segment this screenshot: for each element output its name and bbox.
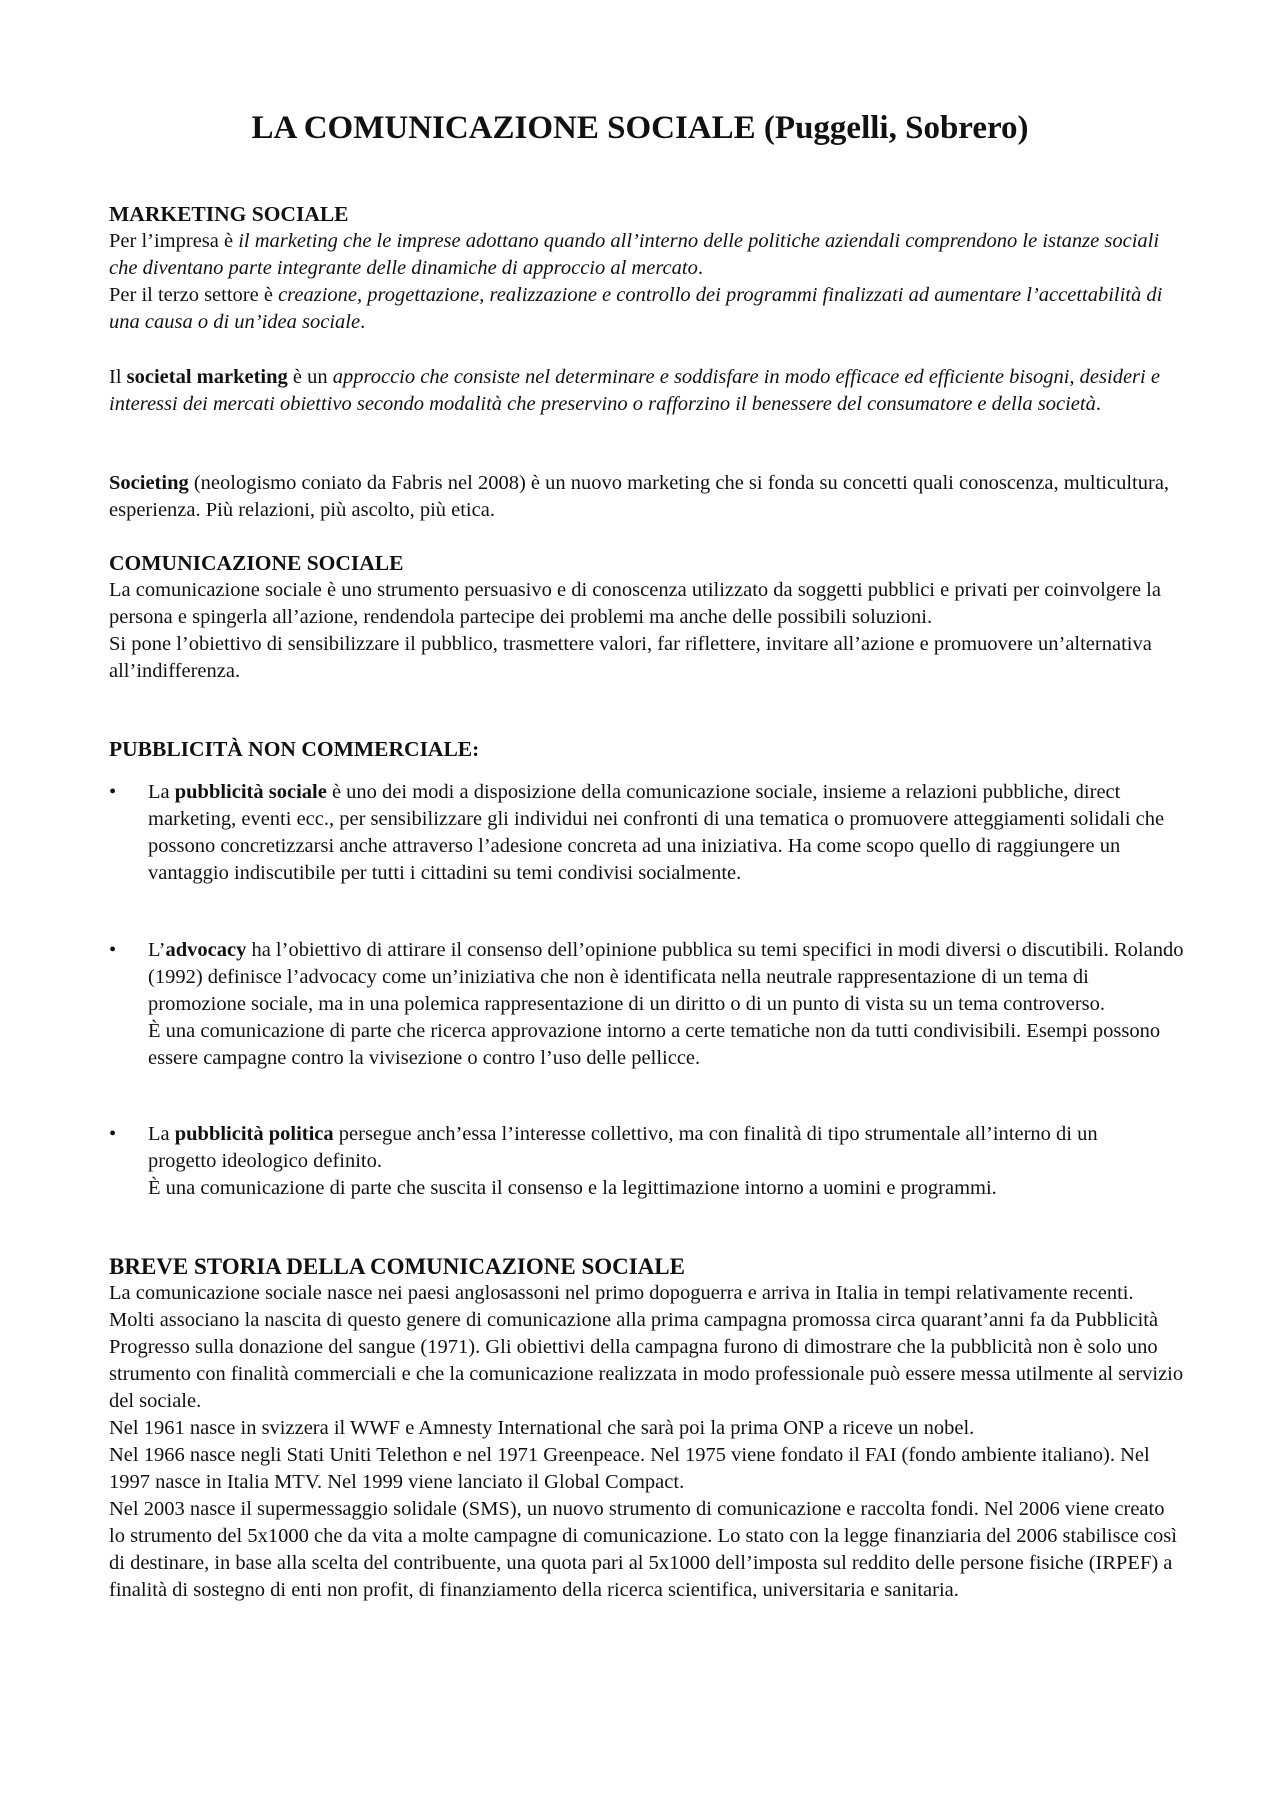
- text: La: [148, 1123, 175, 1145]
- text: è uno dei modi a disposizione della comunicazione sociale, insieme a relazioni pubbliche, direct marketing, eventi ecc., per sensibilizzare gli individui nei confronti di una tematica o promuovere atteggiamenti solidali che possono concretizzarsi anche attraverso l’adesione concreta ad una iniziativa. Ha come scopo quello di raggiungere un vantaggio indiscutibile per tutti i cittadini su temi condivisi socialmente.: [148, 781, 1165, 884]
- paragraph-societal-marketing: [109, 364, 1184, 418]
- text: .: [1095, 393, 1101, 415]
- paragraph: Molti associano la nascita di questo genere di comunicazione alla prima campagna promossa circa quarant’anni fa da Pubblicità Progresso sulla donazione del sangue (1971). Gli obiettivi della campagna furono di dimostrare che la pubblicità non è solo uno strumento con finalità commerciali e che la comunicazione realizzata in modo professionale può essere messa utilmente al servizio del sociale.: [109, 1309, 1184, 1412]
- paragraph: [109, 282, 1184, 336]
- paragraph-societing: [109, 470, 1184, 524]
- text: persegue anch’essa l’interesse collettivo, ma con finalità di tipo strumentale all’interno di un progetto ideologico definito.: [148, 1123, 1098, 1172]
- list-item-text: [148, 1121, 1138, 1202]
- list-item-text: [148, 937, 1188, 1072]
- bold-term: Societing: [109, 472, 189, 494]
- text: È una comunicazione di parte che suscita il consenso e la legittimazione intorno a uomini e programmi.: [148, 1177, 997, 1199]
- paragraph: Nel 1966 nasce negli Stati Uniti Telethon e nel 1971 Greenpeace. Nel 1975 viene fondato il FAI (fondo ambiente italiano). Nel 1997 nasce in Italia MTV. Nel 1999 viene lanciato il Global Compact.: [109, 1444, 1150, 1493]
- bold-term: pubblicità politica: [174, 1123, 334, 1145]
- section-pubblicita-non-commerciale: [109, 736, 1184, 763]
- text: L’: [148, 939, 166, 961]
- bullet: •: [109, 1123, 117, 1145]
- paragraph: Si pone l’obiettivo di sensibilizzare il pubblico, trasmettere valori, far riflettere, invitare all’azione e promuovere un’alternativa all’indifferenza.: [109, 633, 1152, 682]
- section-marketing-sociale: [109, 201, 1184, 336]
- text: È una comunicazione di parte che ricerca approvazione intorno a certe tematiche non da tutti condivisibili. Esempi possono essere campagne contro la vivisezione o contro l’uso delle pellicce.: [148, 1020, 1161, 1069]
- paragraph: [109, 228, 1184, 282]
- italic-text: creazione, progettazione, realizzazione e controllo dei programmi finalizzati ad aumentare l’accettabilità di una causa o di un’idea sociale: [109, 284, 1163, 333]
- section-heading: MARKETING SOCIALE: [109, 202, 349, 226]
- paragraph: Nel 2003 nasce il supermessaggio solidale (SMS), un nuovo strumento di comunicazione e raccolta fondi. Nel 2006 viene creato lo strumento del 5x1000 che da vita a molte campagne di comunicazione. Lo stato con la legge finanziaria del 2006 stabilisce così di destinare, in base alla scelta del contribuente, una quota pari al 5x1000 dell’imposta sul reddito delle persone fisiche (IRPEF) a finalità di sostegno di enti non profit, di finanziamento della ricerca scientifica, universitaria e sanitaria.: [109, 1498, 1177, 1601]
- text: Il: [109, 366, 127, 388]
- paragraph: La comunicazione sociale nasce nei paesi anglosassoni nel primo dopoguerra e arriva in Italia in tempi relativamente recenti.: [109, 1282, 1134, 1304]
- text: Per l’impresa è: [109, 230, 239, 252]
- bold-term: societal marketing: [126, 366, 288, 388]
- text: La: [148, 781, 175, 803]
- text: ha l’obiettivo di attirare il consenso dell’opinione pubblica su temi specifici in modi diversi o discutibili. Rolando (1992) definisce l’advocacy come un’iniziativa che non è identificata nella neutrale rappresentazione di un tema di promozione sociale, ma in una polemica rappresentazione di un diritto o di un punto di vista su un tema controverso.: [148, 939, 1184, 1015]
- list-item-text: [148, 779, 1188, 887]
- page-title: LA COMUNICAZIONE SOCIALE (Puggelli, Sobrero): [251, 110, 1029, 146]
- text: è un: [287, 366, 333, 388]
- paragraph: Nel 1961 nasce in svizzera il WWF e Amnesty International che sarà poi la prima ONP a riceve un nobel.: [109, 1417, 975, 1439]
- paragraph: La comunicazione sociale è uno strumento persuasivo e di conoscenza utilizzato da soggetti pubblici e privati per coinvolgere la persona e spingerla all’azione, rendendola partecipe dei problemi ma anche delle possibili soluzioni.: [109, 579, 1161, 628]
- section-heading: BREVE STORIA DELLA COMUNICAZIONE SOCIALE: [109, 1254, 685, 1279]
- section-heading: COMUNICAZIONE SOCIALE: [109, 551, 404, 575]
- text: Per il terzo settore è: [109, 284, 279, 306]
- bold-term: pubblicità sociale: [174, 781, 327, 803]
- paragraph: [109, 364, 1184, 418]
- text: .: [697, 257, 703, 279]
- section-comunicazione-sociale: [109, 550, 1184, 685]
- italic-text: il marketing che le imprese adottano quando all’interno delle politiche aziendali comprendono le istanze sociali che diventano parte integrante delle dinamiche di approccio al mercato: [109, 230, 1160, 279]
- bullet: •: [109, 781, 117, 803]
- italic-text: approccio che consiste nel determinare e soddisfare in modo efficace ed efficiente bisogni, desideri e interessi dei mercati obiettivo secondo modalità che preservino o rafforzino il benessere del consumatore e della società: [109, 366, 1160, 415]
- bullet: •: [109, 939, 117, 961]
- text: (neologismo coniato da Fabris nel 2008) è un nuovo marketing che si fonda su concetti quali conoscenza, multicultura, esperienza. Più relazioni, più ascolto, più etica.: [109, 472, 1170, 521]
- paragraph: [109, 470, 1184, 524]
- text: .: [360, 311, 366, 333]
- bold-term: advocacy: [165, 939, 247, 961]
- section-heading: PUBBLICITÀ NON COMMERCIALE:: [109, 737, 480, 761]
- section-breve-storia: [109, 1253, 1184, 1604]
